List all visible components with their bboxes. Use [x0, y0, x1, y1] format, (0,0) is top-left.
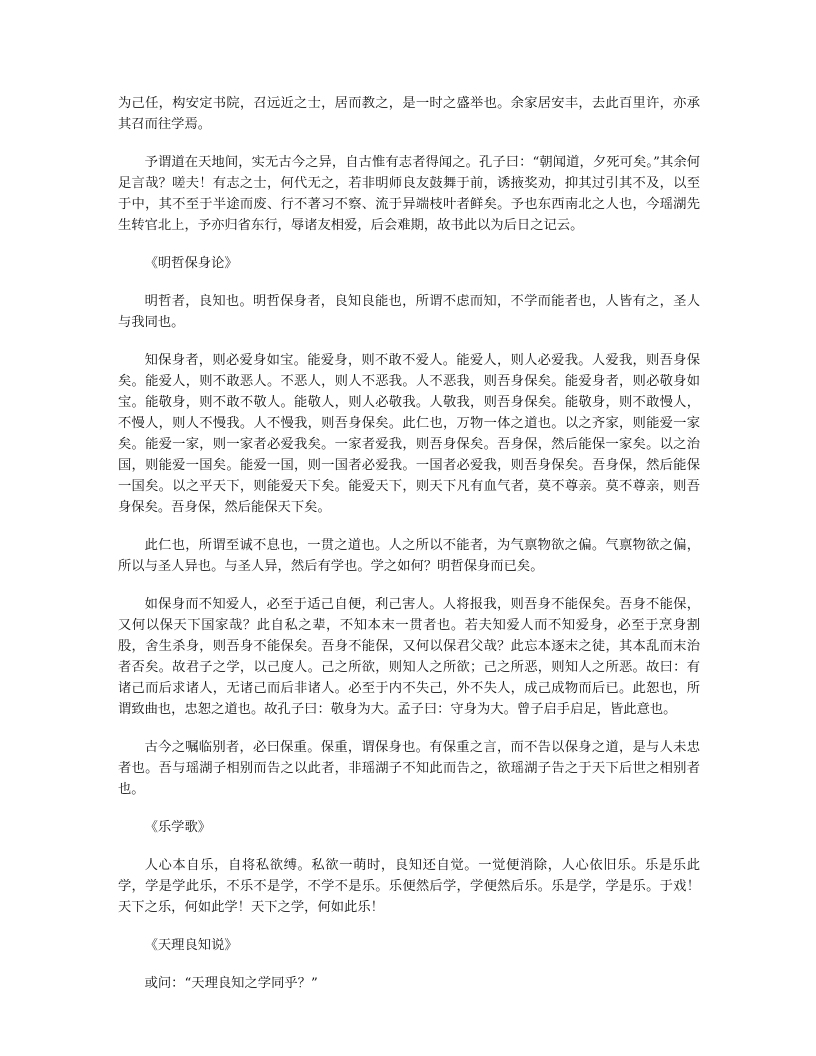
paragraph-9: 或问：“天理良知之学同乎？” [144, 976, 318, 991]
paragraph-4: 知保身者，则必爱身如宝。能爱身，则不敢不爱人。能爱人，则人必爱我。人爱我，则吾身保矣。能爱人，则不敢恶人。不恶人，则人不恶我。人不恶我，则吾身保矣。能爱身者，则必敬身如宝。能敬身，则不敢不敬人。能敬人，则人必敬我。人敬我，则吾身保矣。能敬身，则不敢慢人，不慢人，则人不慢我。人不慢我，则吾身保矣。此仁也，万物一体之道也。以之齐家，则能爱一家矣。能爱一家，则一家者必爱我矣。一家者爱我，则吾身保矣。吾身保，然后能保一家矣。以之治国，则能爱一国矣。能爱一国，则一国者必爱我。一国者必爱我，则吾身保矣。吾身保，然后能保一国矣。以之平天下，则能爱天下矣。能爱天下，则天下凡有血气者，莫不尊亲。莫不尊亲，则吾身保矣。吾身保，然后能保天下矣。 [118, 353, 700, 515]
paragraph-5: 此仁也，所谓至诚不息也，一贯之道也。人之所以不能者，为气禀物欲之偏。气禀物欲之偏，所以与圣人异也。与圣人异，然后有学也。学之如何？明哲保身而已矣。 [118, 538, 700, 574]
section-heading-lexue: 《乐学歌》 [144, 820, 212, 835]
section-heading-tianli: 《天理良知说》 [144, 938, 238, 953]
paragraph-3: 明哲者，良知也。明哲保身者，良知良能也，所谓不虑而知，不学而能者也，人皆有之，圣人与我同也。 [118, 294, 700, 330]
document-page [118, 93, 700, 1011]
paragraph-6: 如保身而不知爱人，必至于适己自便，利己害人。人将报我，则吾身不能保矣。吾身不能保，又何以保天下国家哉？此自私之辈，不知本末一贯者也。若夫知爱人而不知爱身，必至于烹身割股，舍生杀身，则吾身不能保矣。吾身不能保，又何以保君父哉？此忘本逐末之徒，其本乱而末治者否矣。故君子之学，以己度人。己之所欲，则知人之所欲；己之所恶，则知人之所恶。故曰：有诸己而后求诸人，无诸己而后非诸人。必至于内不失己，外不失人，成己成物而后已。此恕也，所谓致曲也，忠恕之道也。故孔子曰：敬身为大。孟子曰：守身为大。曾子启手启足，皆此意也。 [118, 597, 700, 717]
paragraph-8: 人心本自乐，自将私欲缚。私欲一萌时，良知还自觉。一觉便消除，人心依旧乐。乐是乐此学，学是学此乐，不乐不是学，不学不是乐。乐便然后学，学便然后乐。乐是学，学是乐。于戏！天下之乐，何如此学！天下之学，何如此乐！ [118, 858, 700, 915]
paragraph-1: 为己任，构安定书院，召远近之士，居而教之，是一时之盛举也。余家居安丰，去此百里许，亦承其召而往学焉。 [118, 96, 700, 132]
section-heading-mingzhe: 《明哲保身论》 [144, 256, 238, 271]
paragraph-2: 予谓道在天地间，实无古今之异，自古惟有志者得闻之。孔子曰：“朝闻道，夕死可矣。”其余何足言哉？嗟夫！有志之士，何代无之，若非明师良友鼓舞于前，诱掖奖劝，抑其过引其不及，以至于中，其不至于半途而废、行不著习不察、流于异端枝叶者鲜矣。予也东西南北之人也，今瑶湖先生转官北上，予亦归省东行，辱诸友相爱，后会难期，故书此以为后日之记云。 [118, 155, 700, 233]
paragraph-7: 古今之嘱临别者，必曰保重。保重，谓保身也。有保重之言，而不告以保身之道，是与人未忠者也。吾与瑶湖子相别而告之以此者，非瑶湖子不知此而告之，欲瑶湖子告之于天下后世之相别者也。 [118, 740, 700, 797]
